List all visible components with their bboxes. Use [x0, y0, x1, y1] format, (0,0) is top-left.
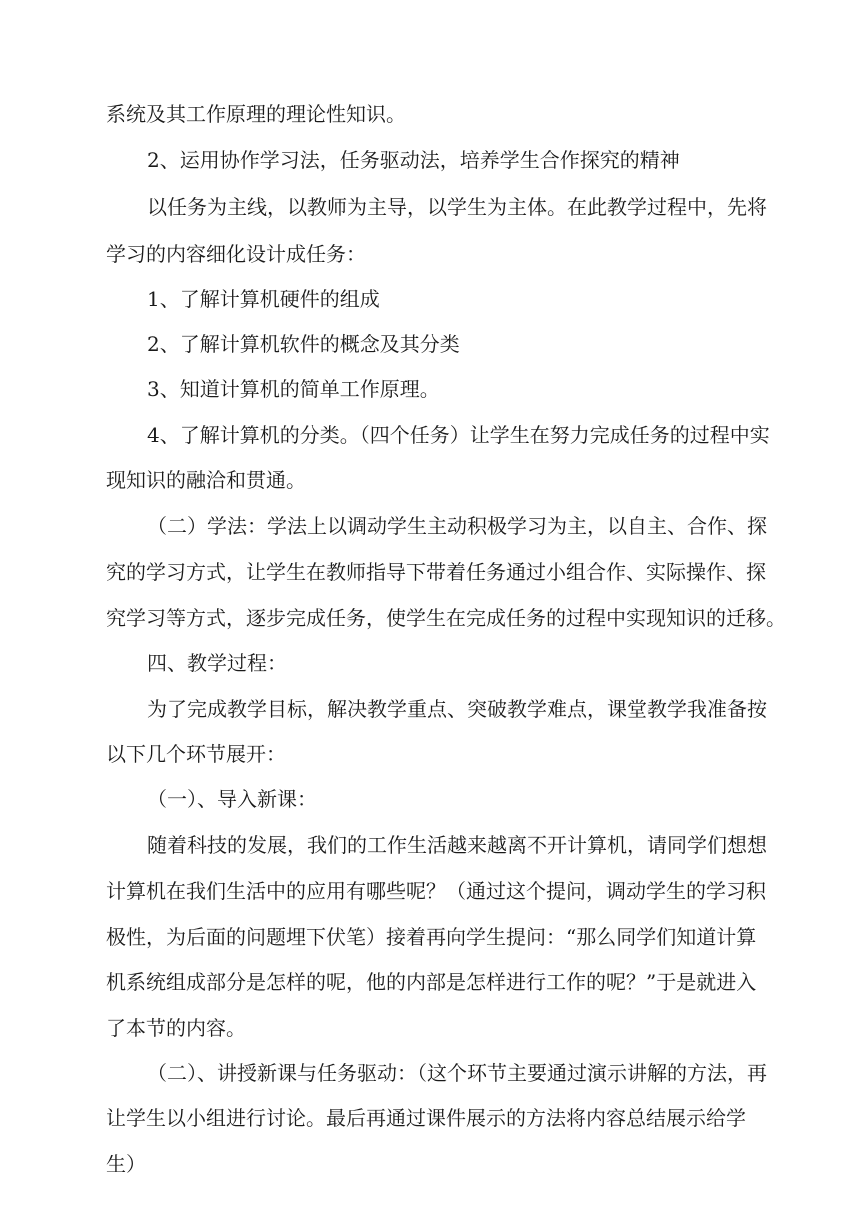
text-line: 学习的内容细化设计成任务： — [106, 242, 366, 266]
text-line: 3、知道计算机的简单工作原理。 — [147, 377, 440, 401]
text-line: 系统及其工作原理的理论性知识。 — [106, 102, 406, 126]
text-line: 为了完成教学目标，解决教学重点、突破教学难点，课堂教学我准备按 — [147, 697, 767, 721]
text-line: 1、了解计算机硬件的组成 — [147, 287, 380, 311]
text-line: 2、了解计算机软件的概念及其分类 — [147, 332, 460, 356]
text-line: 随着科技的发展，我们的工作生活越来越离不开计算机，请同学们想想 — [147, 833, 767, 857]
text-line: 究的学习方式，让学生在教师指导下带着任务通过小组合作、实际操作、探 — [106, 560, 766, 584]
text-line: 生） — [106, 1152, 146, 1176]
text-line: 究学习等方式，逐步完成任务，使学生在完成任务的过程中实现知识的迁移。 — [106, 606, 786, 630]
text-line: （二）、讲授新课与任务驱动：（这个环节主要通过演示讲解的方法，再 — [147, 1061, 767, 1085]
text-line: 以下几个环节展开： — [106, 742, 286, 766]
text-line: 计算机在我们生活中的应用有哪些呢？（通过这个提问，调动学生的学习积 — [106, 879, 766, 903]
text-line: 现知识的融洽和贯通。 — [106, 468, 306, 492]
text-line: 了本节的内容。 — [106, 1016, 246, 1040]
text-line: 以任务为主线，以教师为主导，以学生为主体。在此教学过程中，先将 — [147, 195, 767, 219]
text-line: （一）、导入新课： — [147, 787, 317, 811]
text-line: 四、教学过程： — [147, 651, 287, 675]
text-line: 极性，为后面的问题埋下伏笔）接着再向学生提问：“那么同学们知道计算 — [106, 925, 757, 949]
text-line: 2、运用协作学习法，任务驱动法，培养学生合作探究的精神 — [147, 148, 680, 172]
text-line: 机系统组成部分是怎样的呢，他的内部是怎样进行工作的呢？”于是就进入 — [106, 970, 757, 994]
text-line: （二）学法：学法上以调动学生主动积极学习为主，以自主、合作、探 — [147, 514, 767, 538]
text-line: 让学生以小组进行讨论。最后再通过课件展示的方法将内容总结展示给学 — [106, 1106, 746, 1130]
text-line: 4、了解计算机的分类。（四个任务）让学生在努力完成任务的过程中实 — [147, 423, 770, 447]
